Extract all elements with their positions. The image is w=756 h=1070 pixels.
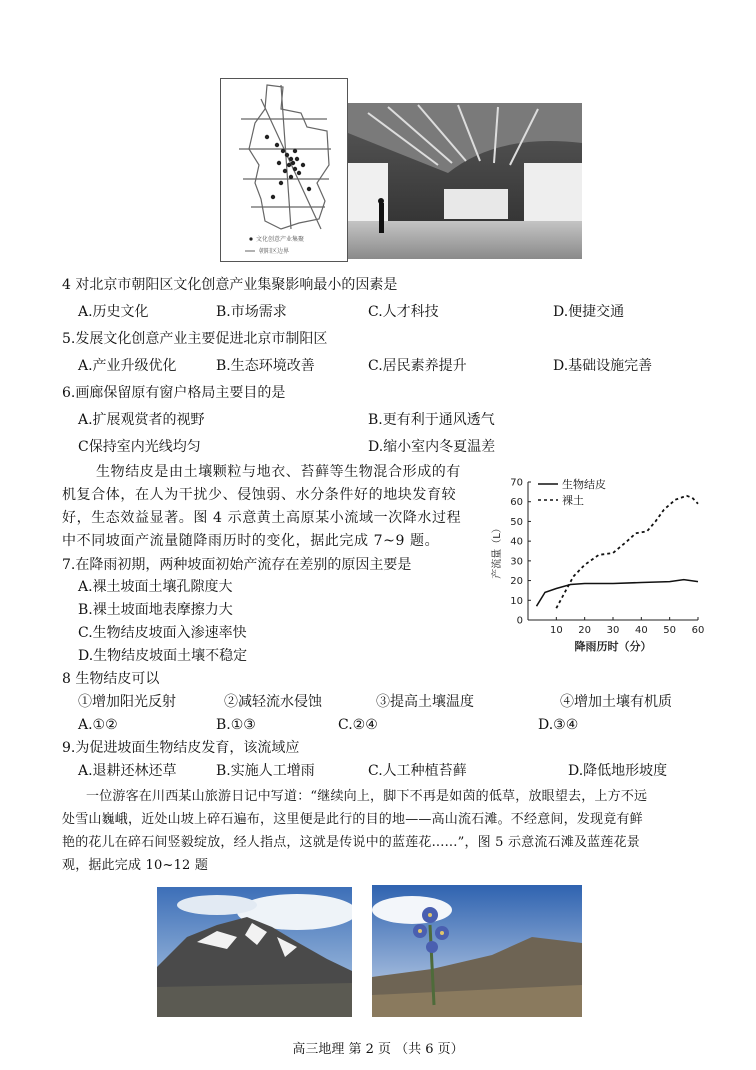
page-footer: 高三地理 第 2 页 （共 6 页） xyxy=(292,1042,464,1057)
y-axis-label: 产流量（L） xyxy=(492,523,503,579)
series-line-1 xyxy=(556,496,698,608)
question-6: 6.画廊保留原有窗户格局主要目的是 xyxy=(62,385,286,401)
x-tick-label: 30 xyxy=(606,625,620,636)
q6-option-a: A.扩展观赏者的视野 xyxy=(78,412,205,428)
q4-option-d: D.便捷交通 xyxy=(553,304,625,320)
y-tick-label: 30 xyxy=(510,556,523,568)
passage2-line3: 艳的花儿在碎石间竖毅绽放，经人指点，这就是传说中的蓝莲花......”，图 5 示意流石滩及蓝莲花景 xyxy=(62,835,640,850)
q4-option-c: C.人才科技 xyxy=(368,304,439,320)
q5-option-d: D.基础设施完善 xyxy=(553,358,653,374)
q8-option-d: D.③④ xyxy=(538,717,579,733)
q8-item-3: ③提高土壤温度 xyxy=(376,694,474,710)
q8-item-1: ①增加阳光反射 xyxy=(78,694,176,710)
q9-option-b: B.实施人工增雨 xyxy=(216,763,315,779)
series-line-0 xyxy=(537,580,699,607)
runoff-chart xyxy=(486,470,706,655)
q7-option-d: D.生物结皮坡面土壤不稳定 xyxy=(78,648,248,664)
question-9: 9.为促进坡面生物结皮发育，该流域应 xyxy=(62,740,300,756)
gallery-photo xyxy=(348,103,582,259)
passage1-line2: 机复合体，在人为干扰少、侵蚀弱、水分条件好的地块发育较 xyxy=(62,487,457,503)
x-tick-label: 20 xyxy=(578,625,592,636)
x-tick-label: 60 xyxy=(691,625,705,636)
map-figure xyxy=(220,78,348,262)
y-tick-label: 70 xyxy=(510,477,523,489)
map-legend-dots: 文化创意产业集聚 xyxy=(256,236,305,243)
q5-option-b: B.生态环境改善 xyxy=(216,358,315,374)
question-4: 4 对北京市朝阳区文化创意产业集聚影响最小的因素是 xyxy=(62,277,398,293)
question-8: 8 生物结皮可以 xyxy=(62,671,160,687)
passage2-line4: 观，据此完成 10~12 题 xyxy=(62,858,209,873)
q8-option-c: C.②④ xyxy=(338,717,378,733)
scree-mountain-photo xyxy=(157,887,352,1017)
x-axis-label: 降雨历时（分） xyxy=(574,640,652,653)
x-tick-label: 10 xyxy=(549,625,563,636)
q7-option-c: C.生物结皮坡面入渗速率快 xyxy=(78,625,247,641)
q6-option-c: C保持室内光线均匀 xyxy=(78,439,201,455)
q5-option-c: C.居民素养提升 xyxy=(368,358,467,374)
y-tick-label: 60 xyxy=(510,497,523,509)
q8-item-2: ②减轻流水侵蚀 xyxy=(224,694,322,710)
q5-option-a: A.产业升级优化 xyxy=(78,358,177,374)
q8-item-4: ④增加土壤有机质 xyxy=(560,694,672,710)
q6-option-b: B.更有利于通风透气 xyxy=(368,412,495,428)
district-map xyxy=(221,79,347,261)
passage2-line1: 一位游客在川西某山旅游日记中写道：“继续向上，脚下不再是如茵的低草，放眼望去，上方不远 xyxy=(86,789,648,804)
q4-option-a: A.历史文化 xyxy=(78,304,149,320)
q6-option-d: D.缩小室内冬夏温差 xyxy=(368,439,496,455)
q9-option-d: D.降低地形坡度 xyxy=(568,763,668,779)
q9-option-a: A.退耕还林还草 xyxy=(78,763,177,779)
y-tick-label: 0 xyxy=(516,615,523,627)
passage2-line2: 处雪山巍峨，近处山坡上碎石遍布，这里便是此行的目的地——高山流石滩。不经意间，发现竟有鲜 xyxy=(62,812,643,827)
y-tick-label: 20 xyxy=(510,576,523,588)
x-tick-label: 40 xyxy=(634,625,648,636)
y-tick-label: 10 xyxy=(510,595,523,607)
q8-option-a: A.①② xyxy=(78,717,118,733)
q7-option-b: B.裸土坡面地表摩擦力大 xyxy=(78,602,233,618)
q7-option-a: A.裸土坡面土壤孔隙度大 xyxy=(78,579,233,595)
passage1-line1: 生物结皮是由土壤颗粒与地衣、苔藓等生物混合形成的有 xyxy=(96,464,461,480)
passage1-line4: 中不同坡面产流量随降雨历时的变化，据此完成 7~9 题。 xyxy=(62,533,440,549)
y-tick-label: 40 xyxy=(510,536,523,548)
question-5: 5.发展文化创意产业主要促进北京市制阳区 xyxy=(62,331,328,347)
q4-option-b: B.市场需求 xyxy=(216,304,287,320)
x-tick-label: 50 xyxy=(663,625,677,636)
q8-option-b: B.①③ xyxy=(216,717,256,733)
legend-label-0: 生物结皮 xyxy=(562,478,606,491)
y-tick-label: 50 xyxy=(510,516,523,528)
q9-option-c: C.人工种植苔藓 xyxy=(368,763,467,779)
legend-label-1: 裸土 xyxy=(562,494,584,507)
map-legend-line: 朝阳区边界 xyxy=(259,248,290,255)
question-7: 7.在降雨初期，两种坡面初始产流存在差别的原因主要是 xyxy=(62,557,412,573)
passage1-line3: 好，生态效益显著。图 4 示意黄土高原某小流域一次降水过程 xyxy=(62,510,462,526)
blue-lotus-photo xyxy=(372,885,582,1017)
